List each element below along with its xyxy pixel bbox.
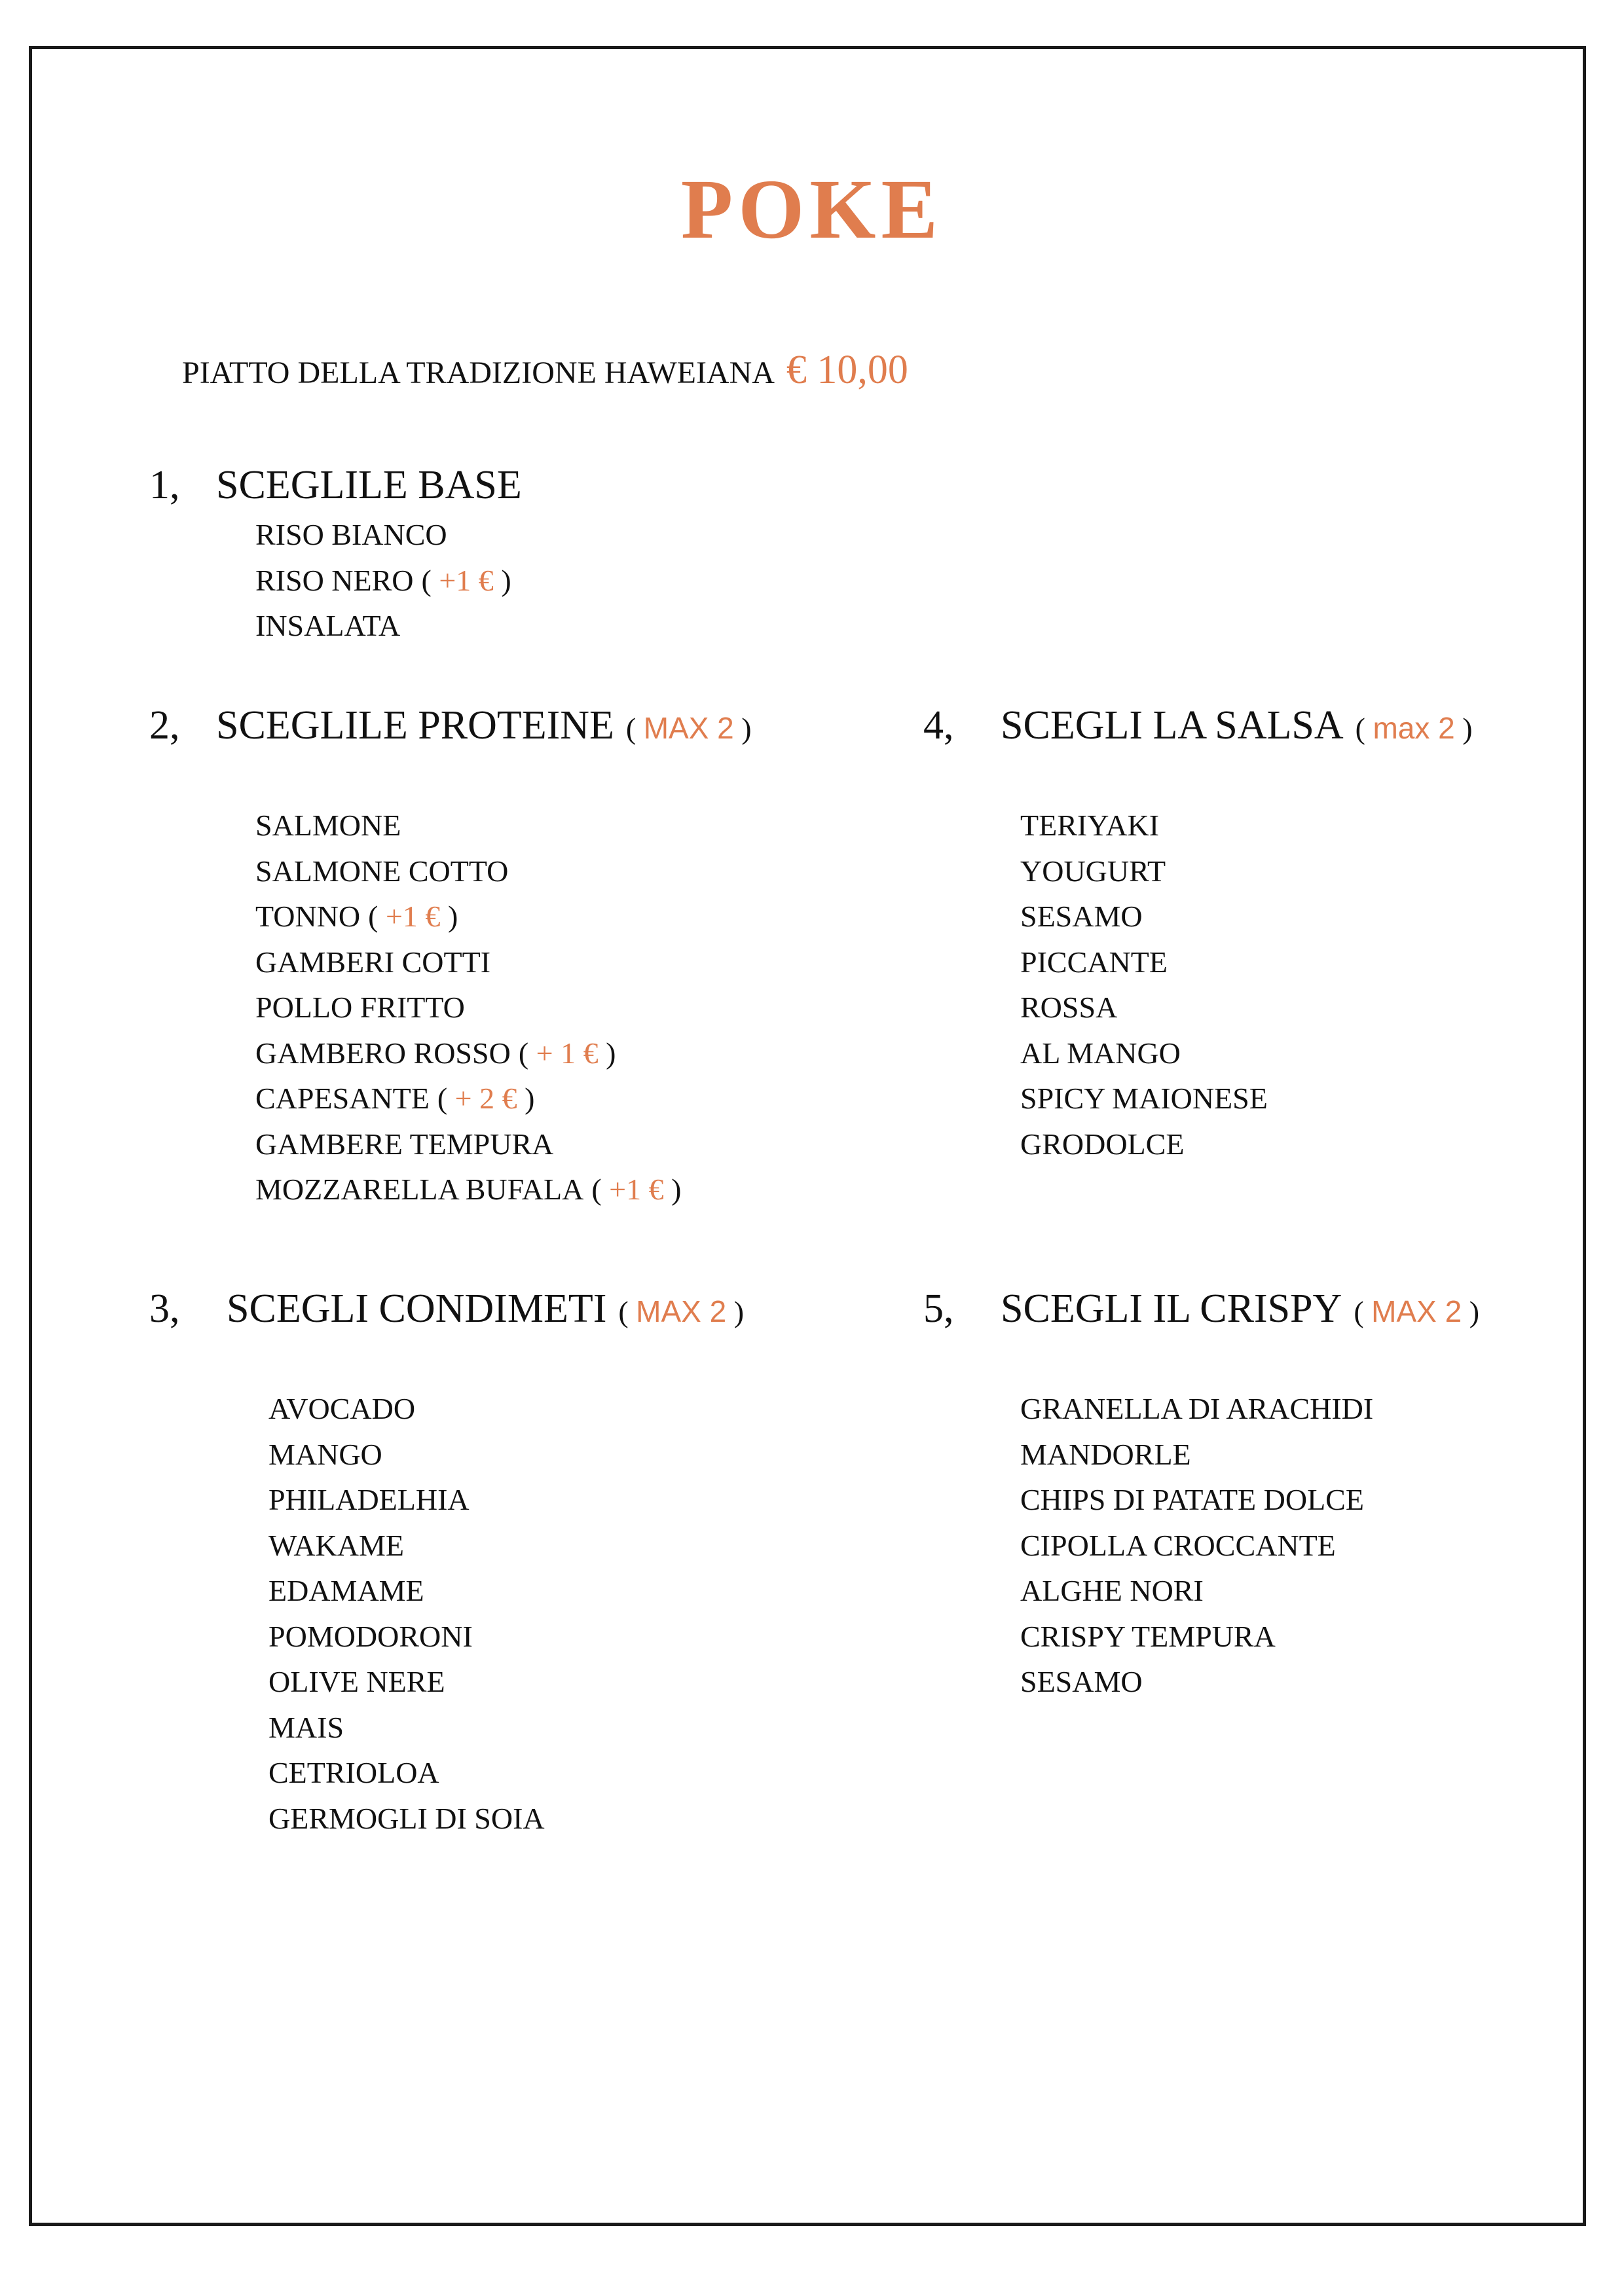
section-limit-note: ( MAX 2 ) [625, 711, 752, 745]
menu-item-name: TERIYAKI [1020, 809, 1160, 842]
menu-item-name: SALMONE [255, 809, 401, 842]
menu-item-name: CAPESANTE [255, 1082, 430, 1115]
menu-item-name: TONNO [255, 900, 361, 933]
menu-item [1020, 939, 1473, 985]
section-base [149, 465, 522, 649]
menu-item-surcharge: ( + 2 € ) [437, 1082, 535, 1115]
menu-item [255, 558, 522, 604]
menu-subtitle [182, 347, 908, 393]
menu-item-name: AVOCADO [268, 1392, 416, 1425]
section-title: SCEGLI CONDIMETI [227, 1286, 607, 1331]
section-heading [149, 465, 522, 517]
menu-item [255, 512, 522, 558]
menu-item [268, 1523, 744, 1569]
item-list [255, 803, 752, 1212]
menu-item-name: MOZZARELLA BUFALA [255, 1173, 584, 1206]
section-limit-note: ( MAX 2 ) [618, 1294, 745, 1328]
menu-item [255, 1030, 752, 1076]
menu-item [255, 1121, 752, 1167]
menu-item [268, 1796, 744, 1842]
section-limit-note: ( max 2 ) [1355, 711, 1473, 745]
menu-item [1020, 1568, 1479, 1614]
menu-item-name: GERMOGLI DI SOIA [268, 1801, 545, 1835]
section-salsa [923, 705, 1473, 1167]
menu-item [1020, 985, 1473, 1030]
menu-item [268, 1750, 744, 1796]
menu-item-name: MANGO [268, 1437, 382, 1471]
menu-item-name: RISO NERO [255, 563, 414, 597]
section-proteine [149, 705, 752, 1212]
section-title: SCEGLILE BASE [216, 463, 522, 507]
menu-item-name: WAKAME [268, 1528, 404, 1562]
section-heading [923, 1288, 1479, 1341]
menu-item-name: ALGHE NORI [1020, 1574, 1204, 1607]
menu-item-name: SALMONE COTTO [255, 854, 509, 888]
section-number: 2, [149, 703, 180, 748]
section-title: SCEGLILE PROTEINE [216, 703, 614, 748]
menu-item-name: PICCANTE [1020, 945, 1168, 979]
menu-item [255, 894, 752, 939]
item-list [1020, 1386, 1479, 1705]
section-heading [149, 705, 752, 757]
menu-item [1020, 1076, 1473, 1121]
menu-item-name: CETRIOLOA [268, 1756, 439, 1789]
menu-item [268, 1477, 744, 1523]
menu-item [255, 939, 752, 985]
section-heading [923, 705, 1473, 757]
section-title: SCEGLI LA SALSA [1001, 703, 1344, 748]
dish-price: € 10,00 [786, 348, 908, 392]
menu-item-name: RISO BIANCO [255, 518, 447, 551]
surcharge-value: +1 € [439, 563, 494, 597]
menu-item-name: INSALATA [255, 609, 401, 642]
item-list [1020, 803, 1473, 1167]
menu-item-surcharge: ( +1 € ) [368, 900, 458, 933]
menu-item-surcharge: ( +1 € ) [591, 1173, 682, 1206]
section-condimenti [149, 1288, 744, 1841]
section-crispy [923, 1288, 1479, 1705]
surcharge-value: +1 € [385, 900, 441, 933]
menu-item-name: CIPOLLA CROCCANTE [1020, 1528, 1336, 1562]
menu-item-name: POMODORONI [268, 1619, 473, 1653]
menu-item [1020, 1386, 1479, 1432]
surcharge-value: + 2 € [454, 1082, 517, 1115]
menu-item [268, 1568, 744, 1614]
menu-item-name: YOUGURT [1020, 854, 1166, 888]
menu-item-name: PHILADELHIA [268, 1483, 470, 1516]
section-number: 1, [149, 463, 180, 507]
surcharge-value: + 1 € [536, 1036, 599, 1070]
section-title: SCEGLI IL CRISPY [1001, 1286, 1342, 1331]
menu-item [1020, 1121, 1473, 1167]
menu-title: POKE [680, 162, 944, 257]
menu-item-name: GAMBERO ROSSO [255, 1036, 511, 1070]
menu-item [1020, 1659, 1479, 1705]
menu-item-name: ROSSA [1020, 991, 1118, 1024]
menu-item-name: AL MANGO [1020, 1036, 1181, 1070]
menu-item-name: CRISPY TEMPURA [1020, 1619, 1276, 1653]
menu-item [1020, 803, 1473, 848]
menu-item-name: POLLO FRITTO [255, 991, 465, 1024]
menu-item [1020, 894, 1473, 939]
section-limit-value: MAX 2 [1371, 1294, 1462, 1328]
menu-item-name: SPICY MAIONESE [1020, 1082, 1268, 1115]
menu-item-surcharge: ( + 1 € ) [518, 1036, 616, 1070]
menu-item-name: MAIS [268, 1710, 344, 1744]
section-number: 5, [923, 1286, 954, 1331]
menu-item [1020, 1523, 1479, 1569]
menu-item [268, 1614, 744, 1660]
menu-item-name: MANDORLE [1020, 1437, 1191, 1471]
menu-item [1020, 848, 1473, 894]
section-number: 4, [923, 703, 954, 748]
section-number: 3, [149, 1286, 180, 1331]
menu-item-surcharge: ( +1 € ) [421, 563, 511, 597]
menu-item-name: SESAMO [1020, 1665, 1143, 1698]
item-list [255, 512, 522, 649]
surcharge-value: +1 € [609, 1173, 664, 1206]
menu-item-name: OLIVE NERE [268, 1665, 445, 1698]
section-limit-value: MAX 2 [636, 1294, 727, 1328]
menu-item-name: GRODOLCE [1020, 1127, 1185, 1161]
menu-item [1020, 1432, 1479, 1478]
menu-item-name: EDAMAME [268, 1574, 424, 1607]
menu-item [255, 1167, 752, 1212]
dish-description: PIATTO DELLA TRADIZIONE HAWEIANA [182, 355, 775, 390]
item-list [268, 1386, 744, 1841]
menu-item [268, 1432, 744, 1478]
menu-item [1020, 1477, 1479, 1523]
menu-item [255, 1076, 752, 1121]
menu-item [255, 803, 752, 848]
menu-item-name: GAMBERE TEMPURA [255, 1127, 554, 1161]
menu-item-name: GAMBERI COTTI [255, 945, 491, 979]
menu-item [255, 848, 752, 894]
menu-item [255, 985, 752, 1030]
section-limit-value: MAX 2 [643, 711, 734, 745]
menu-item [268, 1386, 744, 1432]
menu-item-name: SESAMO [1020, 900, 1143, 933]
menu-item [268, 1705, 744, 1751]
menu-item [1020, 1030, 1473, 1076]
section-heading [149, 1288, 744, 1341]
section-limit-note: ( MAX 2 ) [1354, 1294, 1480, 1328]
menu-item-name: CHIPS DI PATATE DOLCE [1020, 1483, 1364, 1516]
menu-item [255, 603, 522, 649]
menu-item [268, 1659, 744, 1705]
menu-item [1020, 1614, 1479, 1660]
menu-item-name: GRANELLA DI ARACHIDI [1020, 1392, 1374, 1425]
section-limit-value: max 2 [1373, 711, 1455, 745]
